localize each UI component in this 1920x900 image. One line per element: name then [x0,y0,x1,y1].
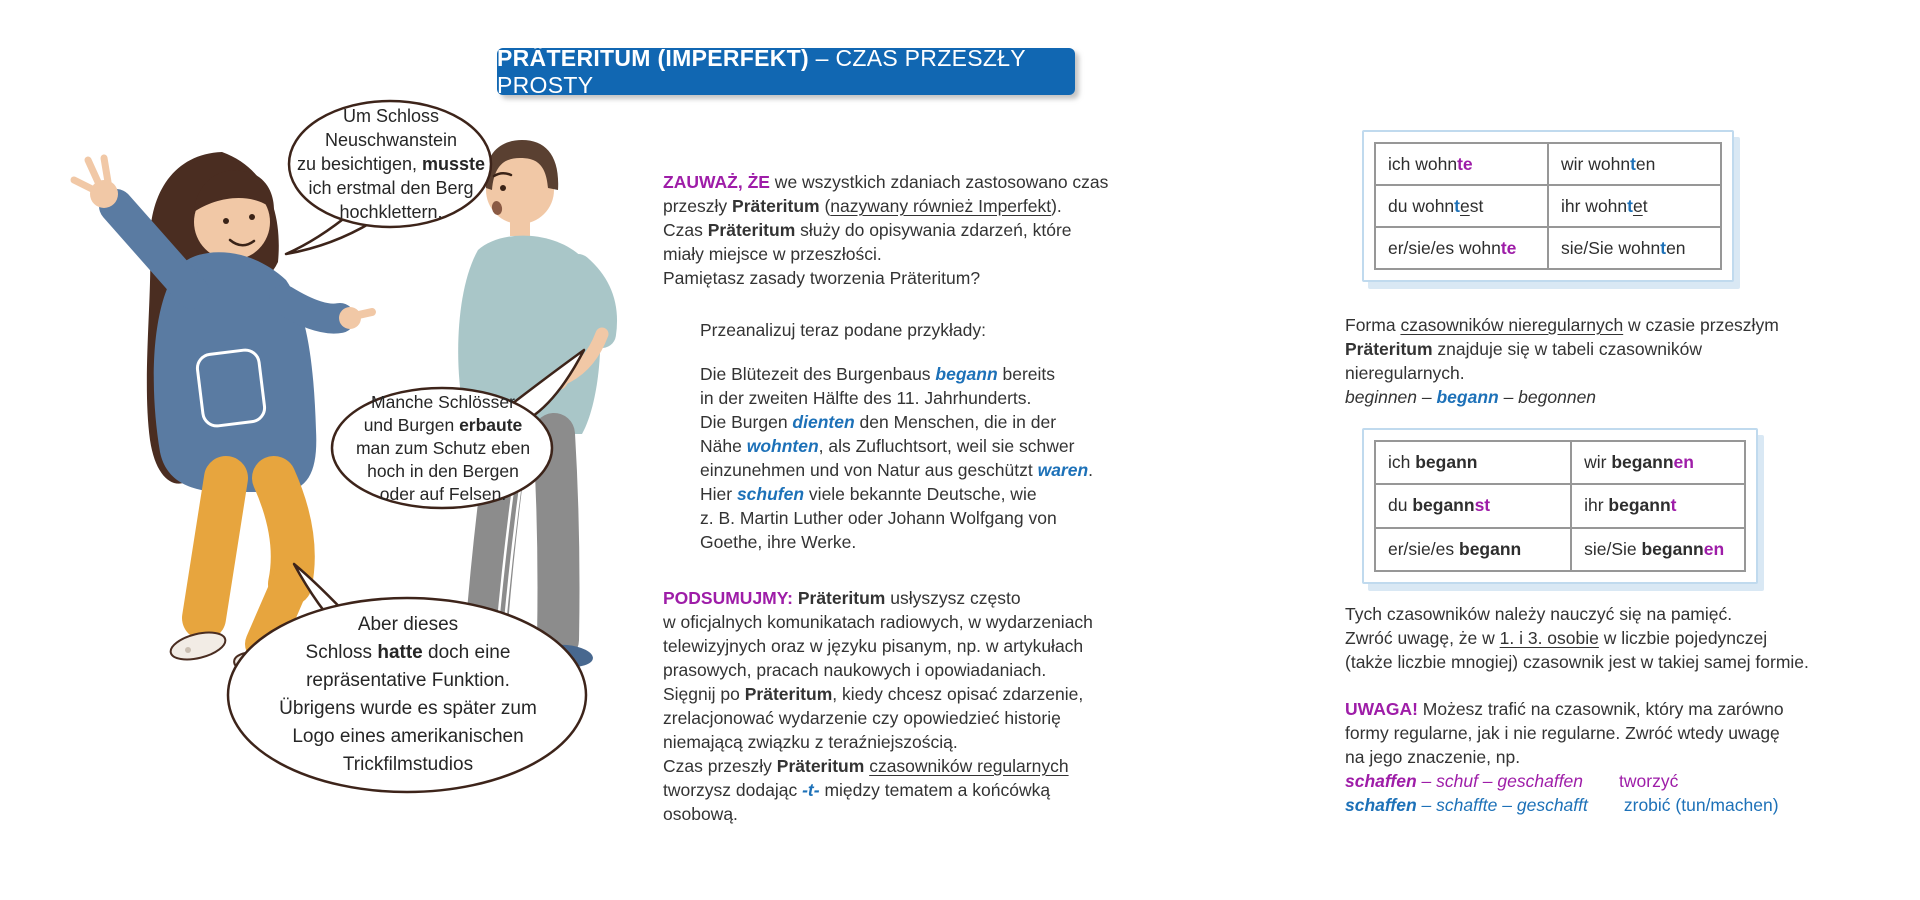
beginnen-conjugation-table [1374,440,1746,572]
table-cell: ich begann [1375,441,1571,484]
table-cell: sie/Sie begannen [1571,528,1745,571]
title-banner [497,44,1075,98]
title-text: PRÄTERITUM (IMPERFEKT) – CZAS PRZESZŁY PROSTY [497,44,1026,98]
wohnen-table-panel [1362,130,1734,282]
beginnen-table-panel [1362,428,1758,584]
warning-paragraph: UWAGA! Możesz trafić na czasownik, który ma zarówno formy regularne, jak i nie regularne. Zwróć wtedy uwagę na jego znaczenie, np. schaffen – schuf – geschaffen tworzyć schaffen – schaffte – geschafft zrobić (tun/machen) [1345,699,1784,815]
speech-bubble-2-lines: Manche Schlösser und Burgen erbaute man zum Schutz eben hoch in den Bergen oder auf Felsen. [355,391,531,504]
irregular-info-paragraph: Forma czasowników nieregularnych w czasie przeszłym Präteritum znajduje się w tabeli czasowników nieregularnych. beginnen – begann – begonnen [1345,315,1779,407]
wohnen-conjugation-table [1374,142,1722,270]
table-row [1375,528,1745,571]
table-cell: sie/Sie wohnten [1548,227,1721,269]
table-cell: wir wohnten [1548,143,1721,185]
table-cell: ich wohnte [1375,143,1548,185]
speech-bubble-1-lines: Um Schloss Neuschwanstein zu besichtigen, musste ich erstmal den Berg hochklettern. [296,106,486,222]
speech-bubble-2-text [343,391,543,504]
table-cell: er/sie/es wohnte [1375,227,1548,269]
table-cell: wir begannen [1571,441,1745,484]
table-row [1375,484,1745,527]
speech-bubble-3-lines: Aber dieses Schloss hatte doch eine repräsentative Funktion. Übrigens wurde es später zum Logo eines amerikanischen Trickfilmstudios [279,614,537,775]
example-text: Die Blütezeit des Burgenbaus begann bereits in der zweiten Hälfte des 11. Jahrhunderts. Die Burgen dienten den Menschen, die in der Nähe wohnten, als Zufluchtsort, weil sie schwer einzunehmen und von Natur aus geschützt waren. Hier schufen viele bekannte Deutsche, wie z. B. Martin Luther oder Johann Wolfgang von Goethe, ihre Werke. [700,364,1094,552]
table-row [1375,441,1745,484]
speech-bubble-1-text [296,108,486,220]
table-cell: ihr begannt [1571,484,1745,527]
table-cell: du begannst [1375,484,1571,527]
intro-paragraph: ZAUWAŻ, ŻE we wszystkich zdaniach zastosowano czas przeszły Präteritum (nazywany również Imperfekt). Czas Präteritum służy do opisywania zdarzeń, które miały miejsce w przeszłości. Pamiętasz zasady tworzenia Präteritum? [663,172,1109,288]
table-row [1375,185,1721,227]
memorize-note-paragraph: Tych czasowników należy nauczyć się na pamięć. Zwróć uwagę, że w 1. i 3. osobie w liczbie pojedynczej (także liczbie mnogiej) czasownik jest w takiej samej formie. [1345,604,1809,672]
examples-intro: Przeanalizuj teraz podane przykłady: [700,320,986,340]
table-cell: er/sie/es begann [1375,528,1571,571]
table-cell: du wohntest [1375,185,1548,227]
table-row [1375,227,1721,269]
speech-bubble-3-text [243,606,573,784]
table-cell: ihr wohntet [1548,185,1721,227]
table-row [1375,143,1721,185]
summary-paragraph: PODSUMUJMY: Präteritum usłyszysz często w oficjalnych komunikatach radiowych, w wydarzeniach telewizyjnych oraz w języku pisanym, np. w artykułach prasowych, pracach naukowych i opowiadaniach. Sięgnij po Präteritum, kiedy chcesz opisać zdarzenie, zrelacjonować wydarzenie czy opowiedzieć historię niemającą związku z teraźniejszością. Czas przeszły Präteritum czasowników regularnych tworzysz dodając -t- między tematem a końcówką osobową. [663,588,1093,824]
